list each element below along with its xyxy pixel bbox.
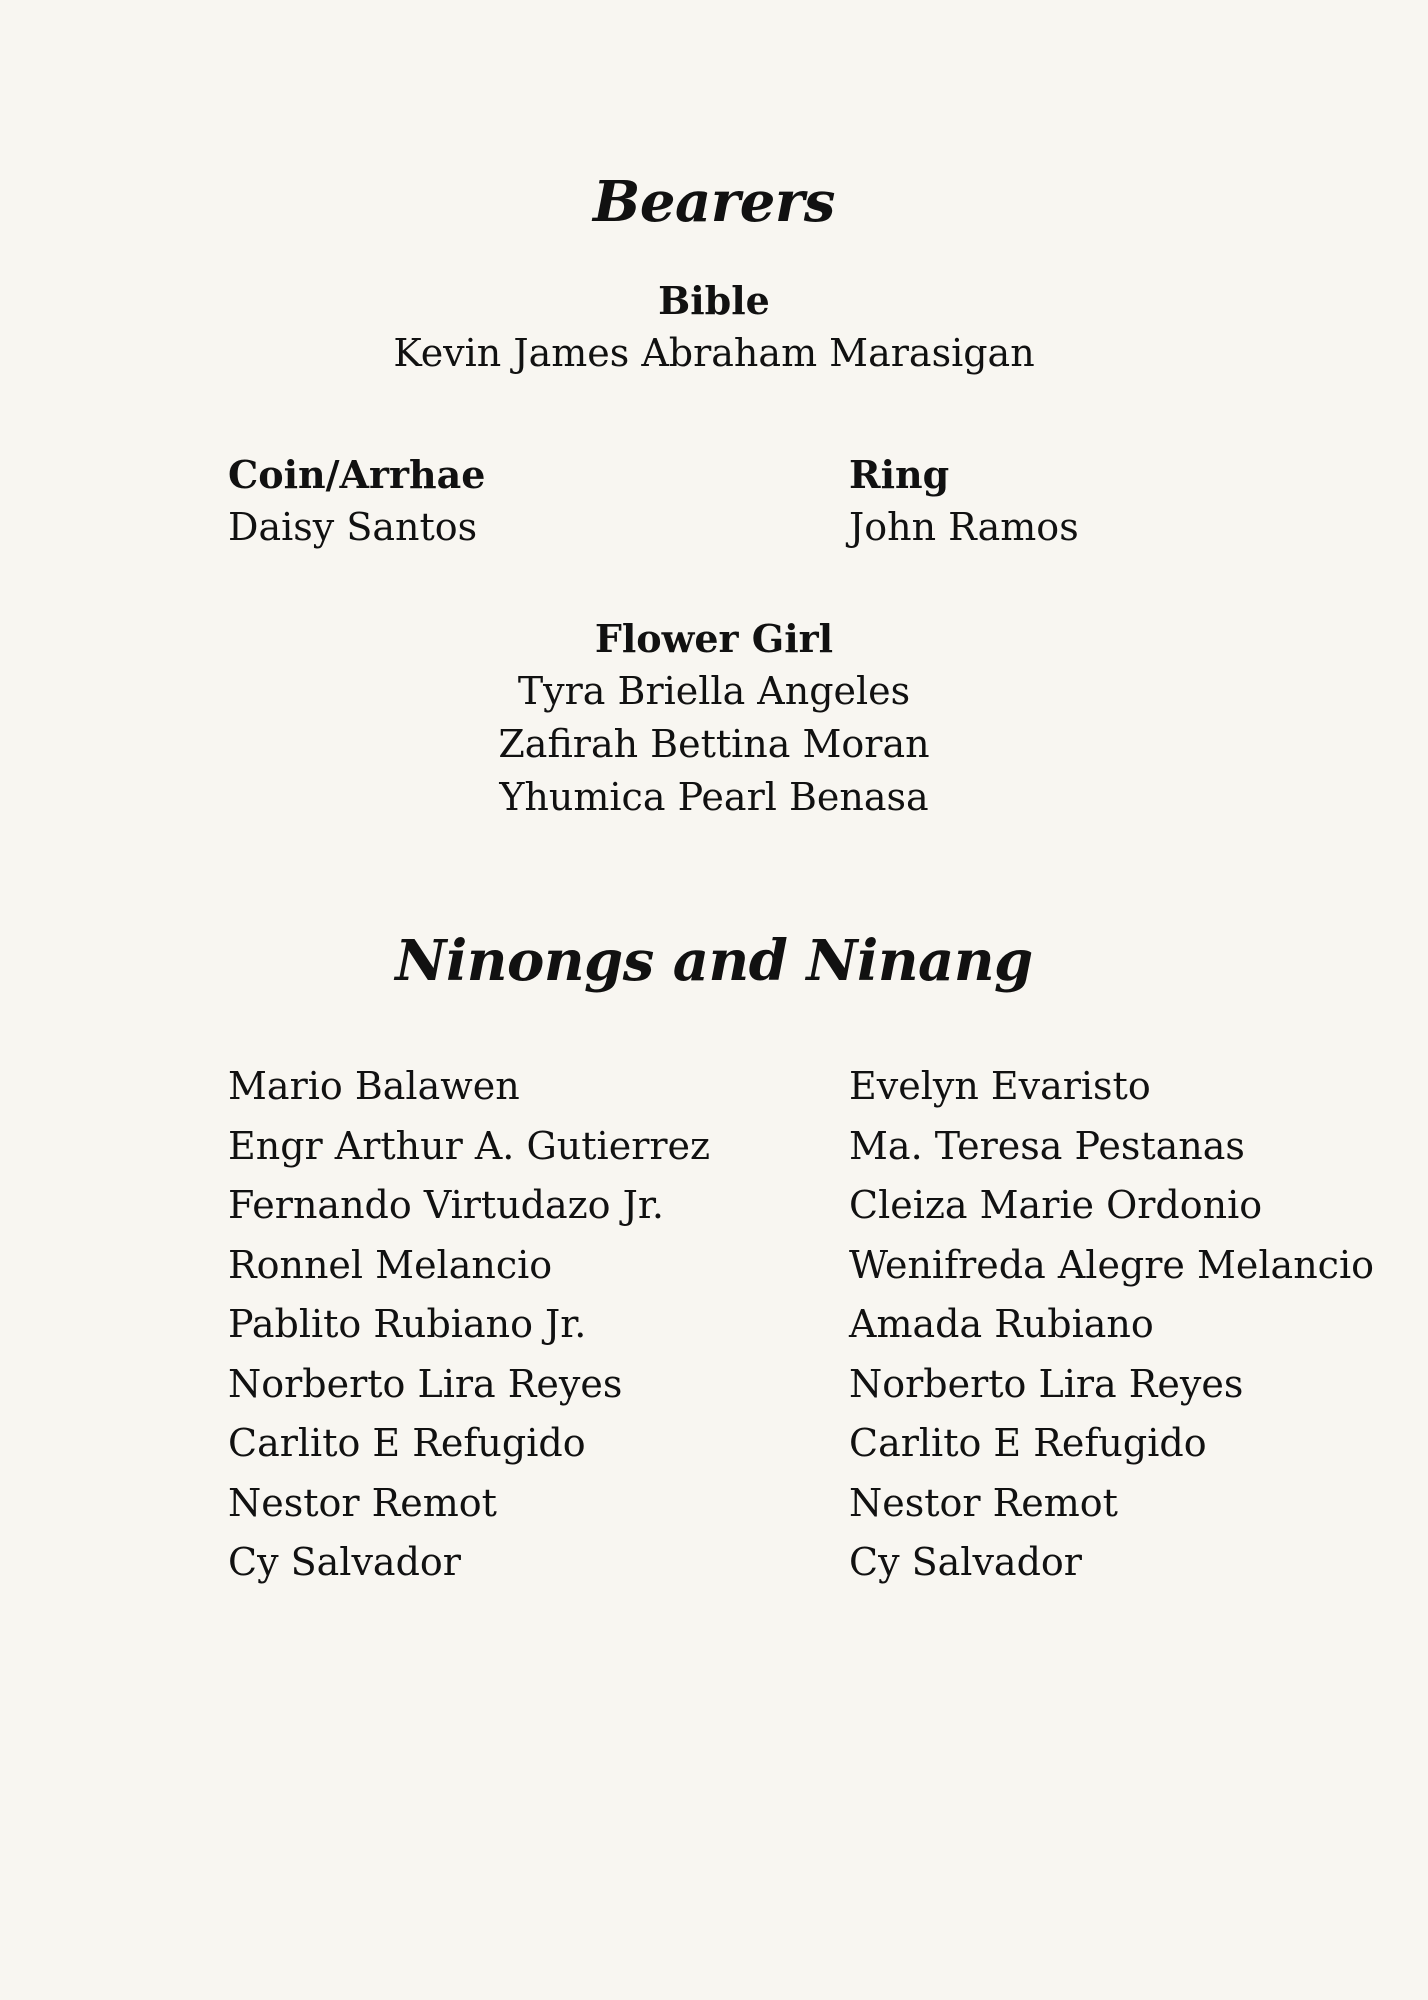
ninang-name: Cy Salvador: [849, 1540, 1082, 1584]
flower-girl-label: Flower Girl: [594, 616, 834, 661]
coin-bearer-name: Daisy Santos: [228, 505, 478, 549]
ninang-name: Evelyn Evaristo: [849, 1064, 1151, 1108]
ninong-name: Cy Salvador: [228, 1540, 461, 1584]
ninong-name: Mario Balawen: [228, 1064, 520, 1108]
ninang-name: Ma. Teresa Pestanas: [849, 1123, 1245, 1168]
flower-girl-name: Tyra Briella Angeles: [517, 669, 911, 713]
flower-girl-name: Yhumica Pearl Benasa: [499, 775, 929, 819]
sponsors-title: Ninongs and Ninang: [395, 928, 1033, 994]
ring-block: [849, 448, 1079, 554]
ring-bearer-name: John Ramos: [849, 505, 1079, 549]
ninang-name: Wenifreda Alegre Melancio: [849, 1242, 1374, 1287]
bible-label: Bible: [658, 278, 770, 323]
ninong-name: Norberto Lira Reyes: [228, 1361, 623, 1406]
ninang-name: Amada Rubiano: [849, 1302, 1154, 1346]
coin-block: [228, 448, 485, 554]
ninong-name: Fernando Virtudazo Jr.: [228, 1183, 664, 1227]
ninang-name: Carlito E Refugido: [849, 1421, 1207, 1465]
ninang-name: Norberto Lira Reyes: [849, 1361, 1244, 1406]
bible-bearer-name: Kevin James Abraham Marasigan: [393, 331, 1035, 375]
ninong-name: Pablito Rubiano Jr.: [228, 1302, 587, 1346]
ninong-name: Ronnel Melancio: [228, 1242, 553, 1287]
ninong-name: Carlito E Refugido: [228, 1421, 586, 1465]
ring-label: Ring: [849, 452, 950, 497]
ninongs-column: [228, 1057, 710, 1593]
coin-label: Coin/Arrhae: [228, 452, 486, 497]
ninang-name: Nestor Remot: [849, 1480, 1118, 1525]
ninong-name: Nestor Remot: [228, 1480, 497, 1525]
ninang-name: Cleiza Marie Ordonio: [849, 1183, 1263, 1227]
bearers-title: Bearers: [593, 169, 835, 235]
flower-girl-name: Zafirah Bettina Moran: [498, 722, 930, 766]
ninong-name: Engr Arthur A. Gutierrez: [228, 1123, 711, 1168]
ninangs-column: [849, 1057, 1374, 1593]
flower-girl-block: [0, 612, 1428, 824]
bible-block: [0, 274, 1428, 380]
